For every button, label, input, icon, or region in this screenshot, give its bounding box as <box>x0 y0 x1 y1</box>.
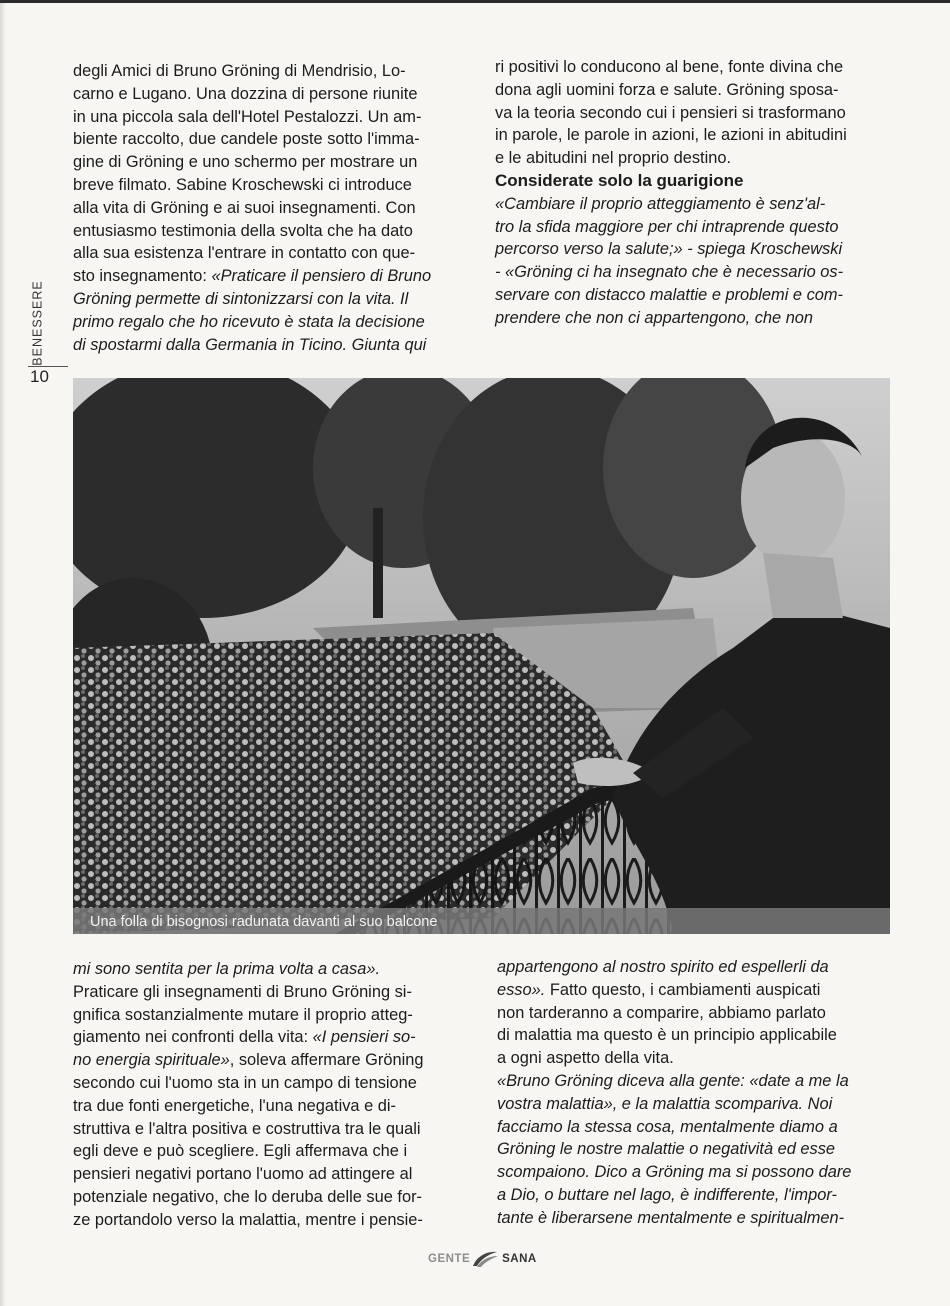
text-line: Praticare gli insegnamenti di Bruno Gröning si- <box>73 982 412 1001</box>
section-subheading: Considerate solo la guarigione <box>495 170 744 190</box>
text-line <box>73 265 466 288</box>
page-number: 10 <box>30 367 49 386</box>
text-line <box>73 288 466 311</box>
quote-run: facciamo la stessa cosa, mentalmente diamo a <box>497 1117 838 1136</box>
article-photo <box>73 378 890 934</box>
quote-run: «I pensieri so- <box>312 1028 416 1047</box>
text-line: egli deve e può scegliere. Egli affermava che i <box>73 1142 408 1161</box>
text-line: tra due fonti energetiche, l'una negativa e di- <box>73 1096 396 1115</box>
page-edge <box>0 0 6 1306</box>
text-line: degli Amici di Bruno Gröning di Mendrisio, Lo- <box>73 62 406 80</box>
quote-run: servare con distacco malattie e problemi e com- <box>495 285 843 304</box>
gentesana-logo <box>428 1250 542 1268</box>
logo-text-right: SANA <box>502 1253 537 1265</box>
text-line <box>73 311 466 334</box>
text-line: di malattia ma questo è un principio applicabile <box>497 1026 837 1045</box>
text-line: in parole, le parole in azioni, le azioni in abitudini <box>495 126 847 145</box>
text-line: alla vita di Gröning e ai suoi insegnamenti. Con <box>73 198 416 217</box>
article-column-bottom-right <box>497 956 891 1230</box>
photo-caption: Una folla di bisognosi radunata davanti al suo balcone <box>90 914 438 930</box>
text-line: dona agli uomini forza e salute. Gröning sposa- <box>495 80 839 99</box>
article-column-top-left <box>73 60 466 356</box>
text-line: potenziale negativo, che lo deruba delle sue for- <box>73 1187 422 1206</box>
quote-run: di spostarmi dalla Germania in Ticino. Giunta qui <box>73 335 427 354</box>
quote-run: «Bruno Gröning diceva alla gente: «date a me la <box>497 1071 849 1090</box>
quote-run: mi sono sentita per la prima volta a casa». <box>73 960 381 978</box>
text-line: gnifica sostanzialmente mutare il proprio atteg- <box>73 1005 413 1024</box>
quote-run: Gröning le nostre malattie o negatività ed esse <box>497 1140 836 1159</box>
text-line <box>73 334 466 357</box>
text-line: carno e Lugano. Una dozzina di persone riunite <box>73 84 418 103</box>
text-line <box>73 1049 466 1072</box>
text-line <box>497 1161 891 1184</box>
article-column-bottom-left <box>73 958 466 1232</box>
text-line <box>497 979 891 1002</box>
text-line: breve filmato. Sabine Kroschewski ci introduce <box>73 175 412 194</box>
text-line: e le abitudini nel proprio destino. <box>495 149 731 168</box>
quote-run: primo regalo che ho ricevuto è stata la decisione <box>73 312 425 331</box>
quote-run: Gröning permette di sintonizzarsi con la vita. Il <box>73 289 409 308</box>
text-line <box>495 238 889 261</box>
text-line: a ogni aspetto della vita. <box>497 1049 674 1068</box>
text-line <box>497 1070 891 1093</box>
quote-run: vostra malattia», e la malattia scompariva. Noi <box>497 1094 833 1113</box>
text-line <box>497 1116 891 1139</box>
text-line <box>497 1138 891 1161</box>
text-line <box>73 958 466 981</box>
quote-run: tro la sfida maggiore per chi intraprende questo <box>495 217 839 236</box>
text-run: , soleva affermare Gröning <box>229 1051 424 1070</box>
text-line <box>73 1026 466 1049</box>
section-label-text: BENESSERE <box>31 280 46 366</box>
text-line <box>495 193 889 216</box>
quote-run: appartengono al nostro spirito ed espellerli da <box>497 958 829 976</box>
text-line <box>495 307 889 330</box>
text-line: ri positivi lo conducono al bene, fonte divina che <box>495 58 844 76</box>
text-line <box>497 1093 891 1116</box>
text-line <box>495 216 889 239</box>
text-line <box>495 261 889 284</box>
quote-run: «Cambiare il proprio atteggiamento è senz'al- <box>495 194 826 213</box>
text-line <box>497 1184 891 1207</box>
quote-run: «Praticare il pensiero di Bruno <box>211 267 432 286</box>
text-line: entusiasmo testimonia della svolta che ha dato <box>73 221 413 240</box>
text-line: non tarderanno a comparire, abbiamo parlato <box>497 1003 826 1022</box>
text-line <box>495 284 889 307</box>
section-label <box>28 280 48 366</box>
quote-run: a Dio, o buttare nel lago, è indifferente, l'impor- <box>497 1185 837 1204</box>
quote-run: tante è liberarsene mentalmente e spiritualmen- <box>497 1208 845 1227</box>
article-column-top-right <box>495 56 889 330</box>
text-line: ze portandolo verso la malattia, mentre i pensie- <box>73 1210 423 1229</box>
text-line: gine di Gröning e uno schermo per mostrare un <box>73 153 418 172</box>
text-line: biente raccolto, due candele poste sotto l'imma- <box>73 130 420 149</box>
quote-run: esso». <box>497 980 550 999</box>
quote-run: - «Gröning ci ha insegnato che è necessario os- <box>495 263 844 282</box>
text-line: alla sua esistenza l'entrare in contatto con que- <box>73 244 416 263</box>
text-line: struttiva e l'altra positiva e costruttiva tra le quali <box>73 1119 421 1138</box>
quote-run: scompaiono. Dico a Gröning ma si possono dare <box>497 1163 852 1182</box>
text-line: pensieri negativi portano l'uomo ad attingere al <box>73 1165 413 1184</box>
text-line <box>497 956 891 979</box>
text-line: in una piccola sala dell'Hotel Pestalozzi. Un am- <box>73 107 422 126</box>
logo-text-left: GENTE <box>428 1253 471 1265</box>
text-run: giamento nei confronti della vita: <box>73 1028 313 1047</box>
logo-swoosh-icon <box>471 1250 499 1268</box>
text-line: va la teoria secondo cui i pensieri si trasformano <box>495 103 846 122</box>
text-line <box>497 1207 891 1230</box>
crowd-balcony-illustration <box>73 378 890 934</box>
quote-run: percorso verso la salute;» - spiega Kroschewski <box>495 240 843 259</box>
text-run: sto insegnamento: <box>73 267 212 286</box>
text-run: Fatto questo, i cambiamenti auspicati <box>549 980 821 999</box>
quote-run: prendere che non ci appartengono, che non <box>495 308 814 327</box>
top-rule <box>0 0 950 3</box>
text-line: secondo cui l'uomo sta in un campo di tensione <box>73 1073 417 1092</box>
quote-run: no energia spirituale» <box>73 1051 230 1070</box>
